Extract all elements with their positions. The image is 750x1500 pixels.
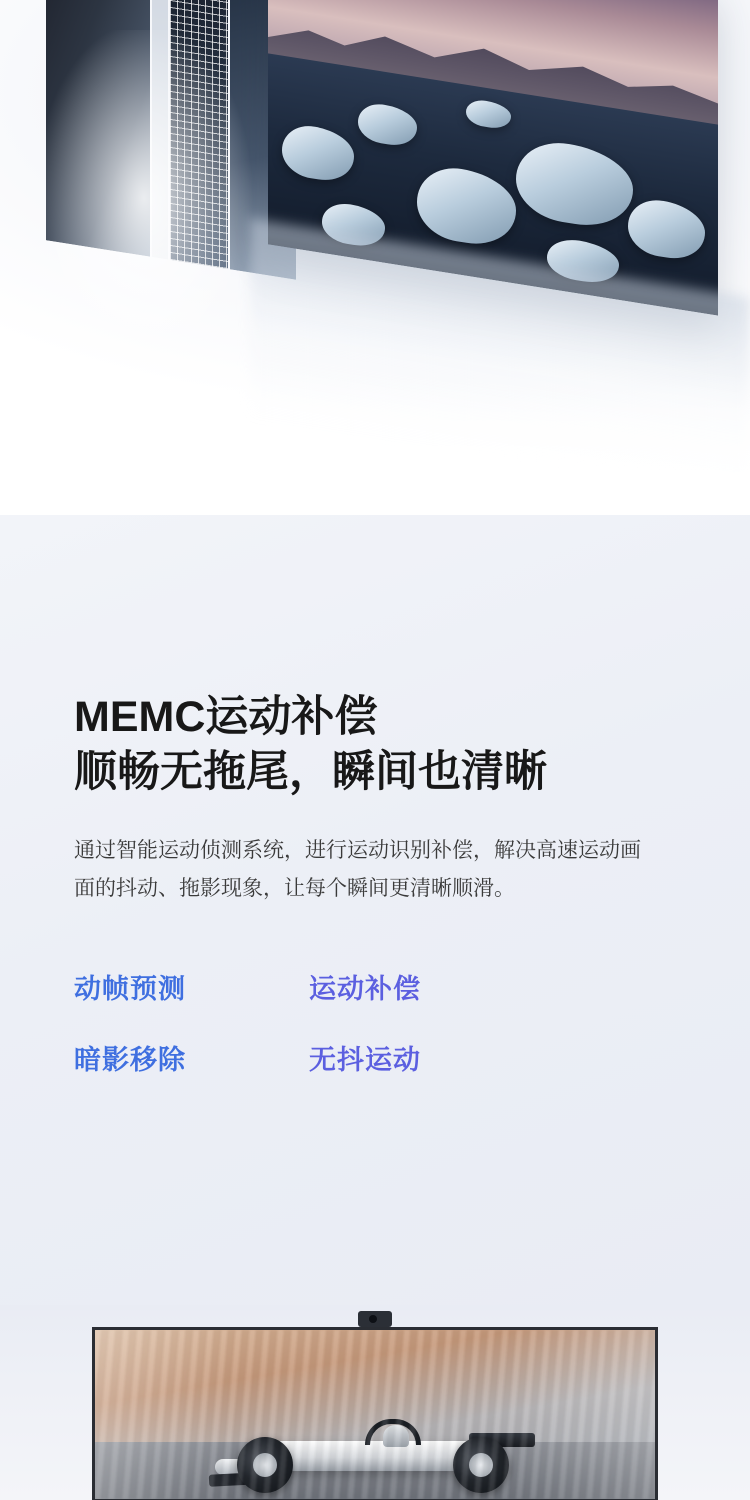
memc-heading-line-1: MEMC运动补偿 bbox=[74, 693, 378, 741]
tv-screen bbox=[92, 1327, 658, 1500]
camera-module-icon bbox=[358, 1311, 392, 1327]
memc-heading bbox=[74, 690, 750, 800]
f1-tv-section bbox=[0, 1305, 750, 1500]
memc-tag-motion-compensation: 运动补偿 bbox=[309, 973, 421, 1004]
memc-description: 通过智能运动侦测系统，进行运动识别补偿，解决高速运动画面的抖动、拖影现象，让每个瞬间更清晰顺滑。 bbox=[74, 839, 641, 901]
memc-heading-line-2: 顺畅无拖尾，瞬间也清晰 bbox=[74, 748, 547, 797]
memc-feature-tag-list bbox=[74, 967, 634, 1077]
memc-tag-frame-prediction: 动帧预测 bbox=[74, 973, 186, 1004]
hero-screen-section bbox=[0, 0, 750, 515]
memc-section bbox=[0, 515, 750, 1305]
memc-tag-judder-free: 无抖运动 bbox=[309, 1044, 421, 1075]
hero-bottom-fade bbox=[0, 395, 750, 515]
speed-highlight-overlay bbox=[95, 1330, 655, 1499]
memc-tag-shadow-removal: 暗影移除 bbox=[74, 1044, 186, 1075]
hero-light-glow bbox=[40, 30, 300, 450]
